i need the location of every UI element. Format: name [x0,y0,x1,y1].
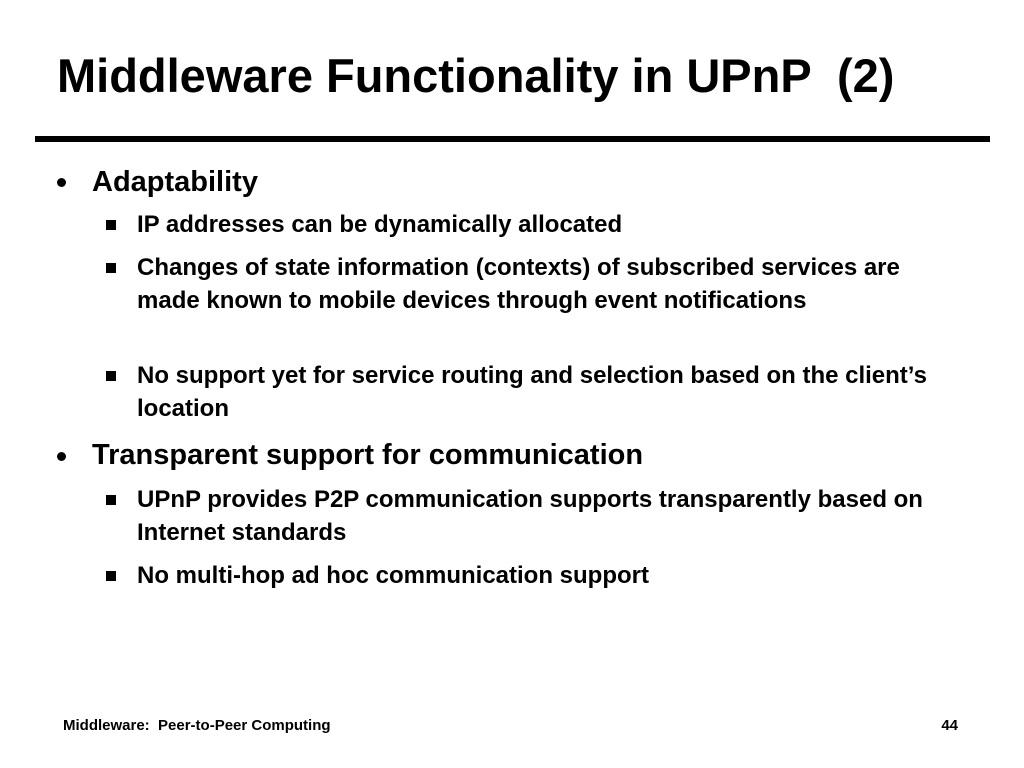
square-bullet-icon [106,371,116,381]
sub-bullet: No support yet for service routing and selection based on the client’s location [137,362,927,422]
square-bullet-icon [106,495,116,505]
square-bullet-icon [106,263,116,273]
page-number: 44 [941,717,958,734]
slide-title: Middleware Functionality in UPnP (2) [57,49,895,102]
sub-bullet: UPnP provides P2P communication supports transparently based on Internet standards [137,486,923,546]
square-bullet-icon [106,571,116,581]
sub-bullet: No multi-hop ad hoc communication support [137,562,649,589]
round-bullet-icon [57,178,66,187]
bullet-heading-communication: Transparent support for communication [92,439,644,471]
bullet-heading-adaptability: Adaptability [92,166,258,198]
sub-bullet: IP addresses can be dynamically allocated [137,211,623,238]
square-bullet-icon [106,220,116,230]
round-bullet-icon [57,452,66,461]
footer-course-title: Middleware: Peer-to-Peer Computing [63,717,331,734]
sub-bullet: Changes of state information (contexts) of subscribed services are made known to mobile devices through event notifications [137,254,900,314]
title-divider [35,136,990,142]
